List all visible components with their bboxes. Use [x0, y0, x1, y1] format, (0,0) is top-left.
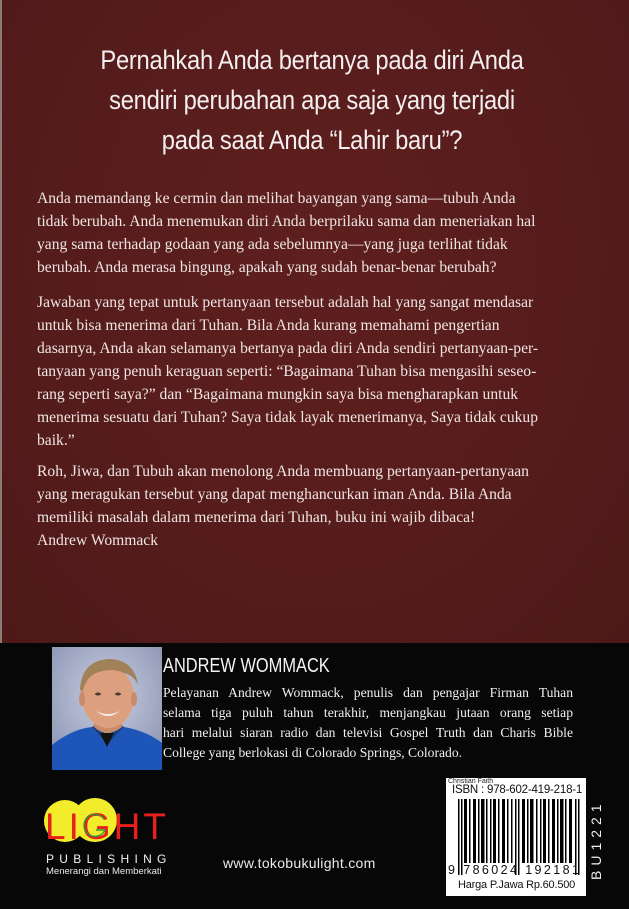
author-name: ANDREW WOMMACK [163, 655, 330, 677]
bio-line: hari melalui siaran radio dan televisi Gospel Truth dan Charis Bible [163, 725, 573, 740]
author-bio [163, 683, 573, 763]
isbn-label: ISBN : 978-602-419-218-1 [452, 784, 583, 796]
paragraph-line: Roh, Jiwa, dan Tubuh akan menolong Anda membuang pertanyaan-pertanyaan [37, 463, 529, 480]
barcode-category: Christian Faith [448, 778, 494, 785]
logo-g-accent-icon [80, 812, 110, 842]
author-portrait-icon [52, 647, 162, 770]
publisher-name: PUBLISHING [46, 852, 172, 866]
paragraph-line: yang sama terhadap godaan yang ada sebelumnya—yang juga terlihat tidak [37, 236, 508, 253]
publisher-website[interactable]: www.tokobukulight.com [223, 855, 376, 871]
paragraph-line: yang meragukan tersebut yang dapat menghancurkan iman Anda. Bila Anda [37, 486, 512, 503]
paragraph-1 [37, 187, 597, 279]
bio-line: College yang berlokasi di Colorado Springs, Colorado. [163, 745, 463, 760]
book-code: BU1221 [588, 799, 604, 880]
paragraph-line: rang seperti saya?” dan “Bagaimana mungkin saya bisa mengharapkan untuk [37, 386, 519, 403]
headline-line: sendiri perubahan apa saja yang terjadi [109, 85, 515, 115]
barcode-digits: 9 786024 192181 [448, 863, 582, 877]
paragraph-line: tidak berubah. Anda menemukan diri Anda berprilaku sama dan meneriakan hal [37, 213, 536, 230]
book-price: Harga P.Jawa Rp.60.500 [458, 879, 576, 891]
paragraph-line: memiliki masalah dalam menerima dari Tuhan, buku ini wajib dibaca! [37, 509, 476, 526]
paragraph-line: tanyaan yang penuh keraguan seperti: “Bagaimana Tuhan bisa mengasihi seseo- [37, 363, 537, 380]
logo-wordmark: LIGHT [45, 806, 169, 847]
isbn-barcode [446, 778, 586, 896]
paragraph-line: berubah. Anda merasa bingung, apakah yang sudah benar-benar berubah? [37, 259, 497, 276]
bio-line: selama tiga puluh tahun terakhir, menjangkau jutaan orang setiap [163, 705, 573, 720]
publisher-tagline: Menerangi dan Memberkati [46, 866, 162, 877]
paragraph-line: menerima sesuatu dari Tuhan? Saya tidak layak menerimanya, Saya tidak cukup [37, 409, 539, 426]
paragraph-line: Jawaban yang tepat untuk pertanyaan tersebut adalah hal yang sangat mendasar [37, 294, 534, 311]
headline [92, 40, 532, 160]
paragraph-line: untuk bisa menerima dari Tuhan. Bila Anda kurang memahami pengertian [37, 317, 500, 334]
paragraph-line: baik.” [37, 432, 75, 449]
paragraph-signature: Andrew Wommack [37, 532, 159, 549]
paragraph-2 [37, 291, 597, 452]
headline-line: Pernahkah Anda bertanya pada diri Anda [100, 45, 524, 75]
paragraph-line: dasarnya, Anda akan selamanya bertanya pada diri Anda sendiri pertanyaan-per- [37, 340, 539, 357]
paragraph-3 [37, 460, 597, 552]
author-photo [52, 647, 162, 770]
paragraph-line: Anda memandang ke cermin dan melihat bayangan yang sama—tubuh Anda [37, 190, 516, 207]
bio-line: Pelayanan Andrew Wommack, penulis dan pengajar Firman Tuhan [163, 685, 573, 700]
headline-line: pada saat Anda “Lahir baru”? [161, 125, 463, 155]
